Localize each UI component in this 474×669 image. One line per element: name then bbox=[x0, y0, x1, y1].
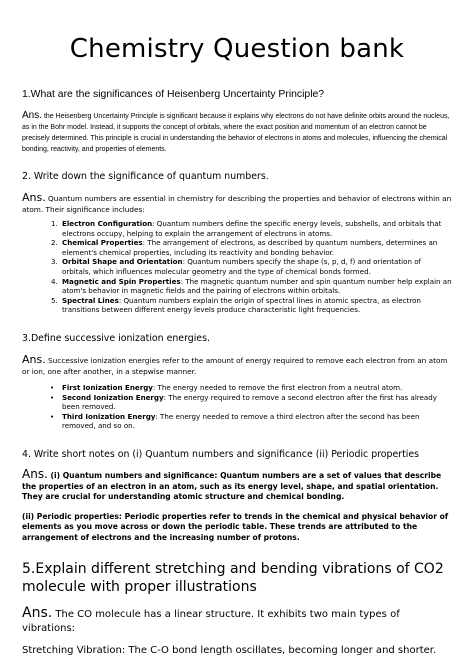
question-5: 5.Explain different stretching and bending vibrations of CO2 molecule with proper illustrations bbox=[22, 561, 444, 596]
list-item bbox=[62, 412, 452, 431]
list-item-text: : The energy needed to remove a third electron after the second has been removed, and so on. bbox=[62, 411, 420, 431]
answer-2 bbox=[22, 192, 452, 215]
answer-label: Ans. bbox=[22, 110, 43, 121]
stretching-vibration-text: Stretching Vibration: The C-O bond length oscillates, becoming longer and shorter. bbox=[22, 645, 437, 657]
list-item-term: Orbital Shape and Orientation bbox=[62, 257, 183, 267]
answer-3-text: Successive ionization energies refer to the amount of energy required to remove each electron from an atom or ion, one after another, in a stepwise manner. bbox=[22, 355, 448, 376]
answer-label: Ans. bbox=[22, 466, 48, 481]
question-3: 3.Define successive ionization energies. bbox=[22, 332, 210, 344]
list-item-term: Third Ionization Energy bbox=[62, 411, 156, 421]
list-item bbox=[60, 257, 452, 276]
question-1: 1.What are the significances of Heisenberg Uncertainty Principle? bbox=[22, 89, 325, 100]
quantum-numbers-list bbox=[22, 219, 452, 315]
list-item bbox=[60, 296, 452, 315]
answer-5 bbox=[22, 606, 452, 636]
list-item-term: Spectral Lines bbox=[62, 295, 119, 305]
list-item-term: First Ionization Energy bbox=[62, 382, 153, 392]
list-item-text: : Quantum numbers specify the shape (s, p, d, f) and orientation of orbitals, which influences molecular geometry and the type of chemical bonds formed. bbox=[62, 257, 422, 276]
answer-label: Ans. bbox=[22, 352, 46, 366]
answer-5-text: The CO molecule has a linear structure. It exhibits two main types of vibrations: bbox=[22, 609, 400, 635]
list-item bbox=[62, 383, 452, 393]
answer-4-part-1-text: (i) Quantum numbers and significance: Quantum numbers are a set of values that describe the properties of an electron in an atom, such as its energy level, shape, and spatial orientation. They are crucial for understanding atomic structure and chemical bonding. bbox=[22, 470, 442, 502]
list-item-text: : Quantum numbers define the specific energy levels, subshells, and orbitals that electrons occupy, helping to explain the arrangement of electrons in atoms. bbox=[62, 219, 442, 238]
answer-1 bbox=[22, 110, 452, 155]
list-item-term: Electron Configuration bbox=[62, 219, 153, 228]
list-item bbox=[60, 238, 452, 257]
answer-3 bbox=[22, 354, 452, 377]
list-item-term: Magnetic and Spin Properties bbox=[62, 276, 181, 286]
question-4: 4. Write short notes on (i) Quantum numbers and significance (ii) Periodic properties bbox=[22, 448, 420, 460]
page-title: Chemistry Question bank bbox=[69, 34, 405, 64]
answer-4-part-1 bbox=[22, 466, 452, 503]
list-item-text: : The magnetic quantum number and spin quantum number help explain an atom's behavior in magnetic fields and the pairing of electrons within orbitals. bbox=[62, 276, 452, 296]
list-item bbox=[60, 277, 452, 296]
list-item-text: : The energy needed to remove the first electron from a neutral atom. bbox=[152, 382, 403, 392]
list-item-text: : The arrangement of electrons, as described by quantum numbers, determines an element's chemical properties, including its reactivity and bonding behavior. bbox=[62, 238, 438, 257]
answer-label: Ans. bbox=[22, 605, 53, 622]
answer-1-text: the Heisenberg Uncertainty Principle is significant because it explains why electrons do not have definite orbits around the nucleus, as in the Bohr model. Instead, it supports the concept of orbitals, where the exact position and momentum of an electron cannot be precisely determined. This principle is crucial in understanding the behavior of electrons in atoms and molecules, influencing the chemical bonding, reactivity, and properties of elements. bbox=[22, 113, 450, 153]
answer-2-text: Quantum numbers are essential in chemistry for describing the properties and behavior of electrons within an atom. Their significance includes: bbox=[22, 194, 452, 214]
list-item-text: : The energy required to remove a second electron after the first has already been removed. bbox=[62, 392, 437, 412]
list-item bbox=[60, 219, 452, 238]
list-item-text: : Quantum numbers explain the origin of spectral lines in atomic spectra, as electron transitions between different energy levels produce characteristic light frequencies. bbox=[62, 295, 421, 315]
ionization-energies-list bbox=[22, 383, 452, 431]
list-item bbox=[62, 393, 452, 412]
answer-4-part-2: (ii) Periodic properties: Periodic properties refer to trends in the chemical and physical behavior of elements as you move across or down the periodic table. These trends are attributed to the arrangement of electrons and the increasing number of protons. bbox=[22, 511, 449, 542]
answer-label: Ans. bbox=[22, 191, 46, 204]
list-item-term: Chemical Properties bbox=[62, 238, 143, 248]
question-2: 2. Write down the significance of quantum numbers. bbox=[22, 171, 269, 182]
list-item-term: Second Ionization Energy bbox=[62, 392, 164, 402]
